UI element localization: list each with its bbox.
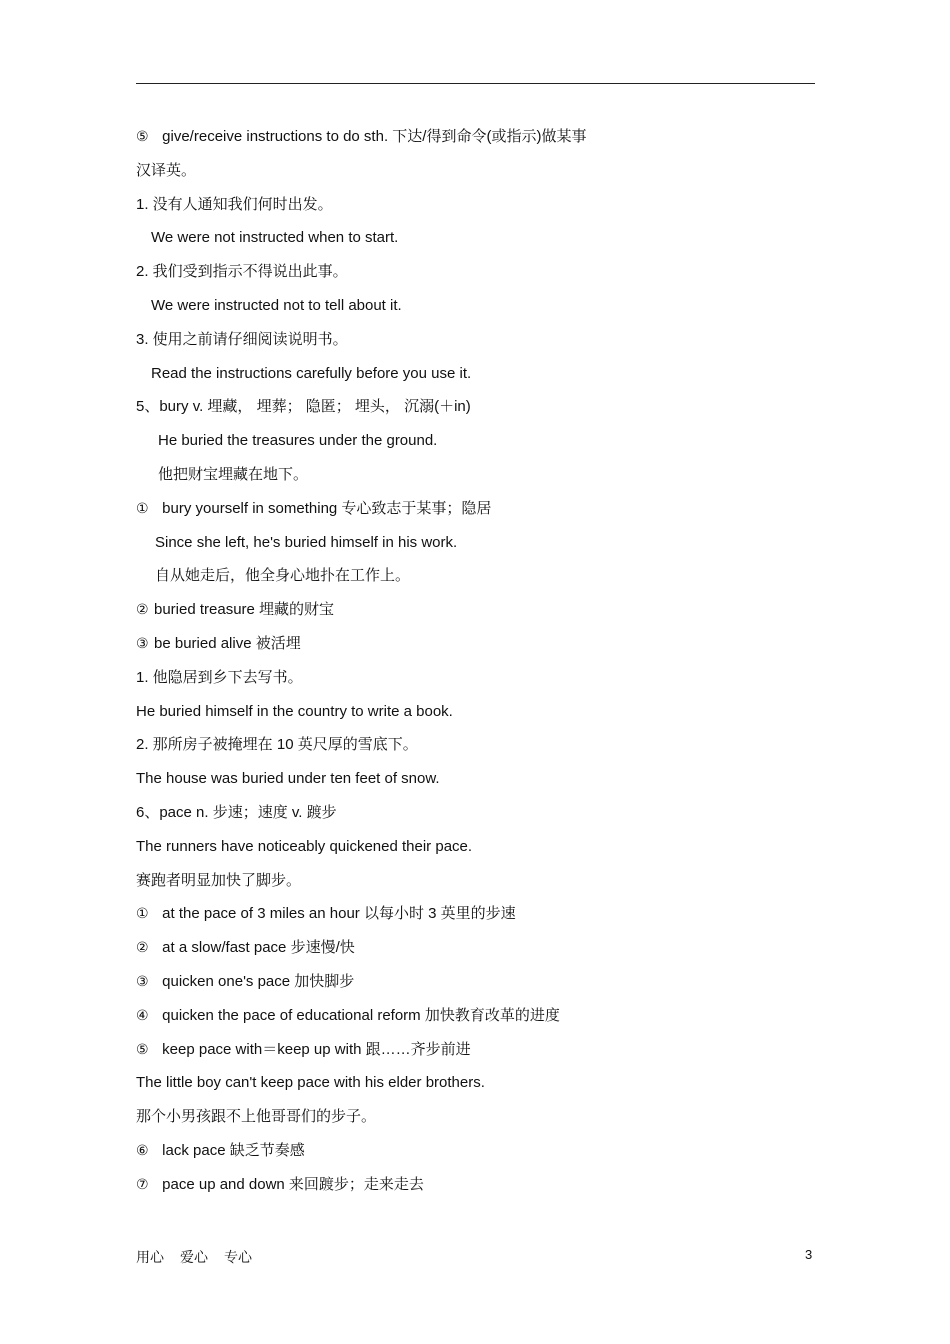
section-heading: 6、pace n. 步速；速度 v. 踱步 bbox=[136, 803, 337, 821]
text-line bbox=[136, 627, 816, 661]
line-text: give/receive instructions to do sth. 下达/得到命令(或指示)做某事 bbox=[158, 128, 587, 145]
document-body bbox=[136, 120, 816, 1202]
text-line: 赛跑者明显加快了脚步。 bbox=[136, 871, 302, 889]
circled-number-marker: ③ bbox=[136, 635, 149, 652]
circled-number-marker: ⑦ bbox=[136, 1176, 149, 1193]
circled-number-marker: ⑥ bbox=[136, 1142, 149, 1159]
circled-number-marker: ② bbox=[136, 940, 149, 957]
text-line: Since she left, he's buried himself in his work. bbox=[155, 533, 458, 551]
text-line bbox=[136, 1134, 816, 1168]
line-text: quicken the pace of educational reform 加快教育改革的进度 bbox=[158, 1006, 560, 1024]
text-line: He buried himself in the country to write a book. bbox=[136, 702, 453, 720]
text-line bbox=[136, 492, 816, 526]
section-heading: 5、bury v. 埋藏， 埋葬； 隐匿； 埋头， 沉溺(＋in) bbox=[136, 398, 471, 416]
circled-number-marker: ⑤ bbox=[136, 129, 149, 145]
text-line: 2. 那所房子被掩埋在 10 英尺厚的雪底下。 bbox=[136, 736, 418, 754]
text-line bbox=[136, 120, 816, 154]
text-line: He buried the treasures under the ground. bbox=[158, 432, 438, 450]
text-line: 他把财宝埋藏在地下。 bbox=[158, 465, 309, 483]
text-line: 自从她走后，他全身心地扑在工作上。 bbox=[155, 567, 411, 585]
line-text: be buried alive 被活埋 bbox=[154, 634, 301, 652]
line-text: at a slow/fast pace 步速慢/快 bbox=[158, 939, 355, 957]
text-line: 那个小男孩跟不上他哥哥们的步子。 bbox=[136, 1108, 377, 1126]
circled-number-marker: ① bbox=[136, 500, 149, 517]
text-line: 2. 我们受到指示不得说出此事。 bbox=[136, 263, 348, 281]
line-text: at the pace of 3 miles an hour 以每小时 3 英里的步速 bbox=[158, 905, 516, 923]
page-number: 3 bbox=[805, 1247, 813, 1262]
text-line bbox=[136, 999, 816, 1033]
circled-number-marker: ④ bbox=[136, 1007, 149, 1024]
circled-number-marker: ③ bbox=[136, 973, 149, 990]
text-line: 汉译英。 bbox=[136, 161, 197, 179]
text-line: The little boy can't keep pace with his elder brothers. bbox=[136, 1074, 485, 1092]
text-line: The house was buried under ten feet of snow. bbox=[136, 770, 440, 788]
text-line: 1. 他隐居到乡下去写书。 bbox=[136, 668, 303, 686]
text-line bbox=[136, 593, 816, 627]
footer-motto-word: 爱心 bbox=[180, 1249, 208, 1265]
text-line bbox=[136, 1033, 816, 1067]
line-text: pace up and down 来回踱步；走来走去 bbox=[158, 1175, 424, 1193]
text-line bbox=[136, 965, 816, 999]
circled-number-marker: ② bbox=[136, 602, 149, 619]
text-line: Read the instructions carefully before you use it. bbox=[151, 364, 472, 382]
footer-motto-word: 用心 bbox=[136, 1249, 164, 1265]
header-rule bbox=[136, 83, 815, 84]
footer-motto bbox=[136, 1247, 268, 1267]
circled-number-marker: ① bbox=[136, 906, 149, 923]
text-line bbox=[136, 931, 816, 965]
line-text: bury yourself in something 专心致志于某事；隐居 bbox=[158, 499, 492, 517]
line-text: quicken one's pace 加快脚步 bbox=[158, 972, 355, 990]
line-text: buried treasure 埋藏的财宝 bbox=[154, 601, 335, 619]
text-line bbox=[136, 1168, 816, 1202]
text-line: 1. 没有人通知我们何时出发。 bbox=[136, 195, 333, 213]
footer-motto-word: 专心 bbox=[224, 1249, 252, 1265]
text-line: We were not instructed when to start. bbox=[151, 229, 399, 247]
text-line: 3. 使用之前请仔细阅读说明书。 bbox=[136, 330, 348, 348]
text-line: The runners have noticeably quickened their pace. bbox=[136, 837, 473, 855]
text-line: We were instructed not to tell about it. bbox=[151, 296, 402, 314]
circled-number-marker: ⑤ bbox=[136, 1041, 149, 1058]
line-text: keep pace with＝keep up with 跟……齐步前进 bbox=[158, 1040, 471, 1058]
line-text: lack pace 缺乏节奏感 bbox=[158, 1141, 305, 1159]
text-line bbox=[136, 897, 816, 931]
